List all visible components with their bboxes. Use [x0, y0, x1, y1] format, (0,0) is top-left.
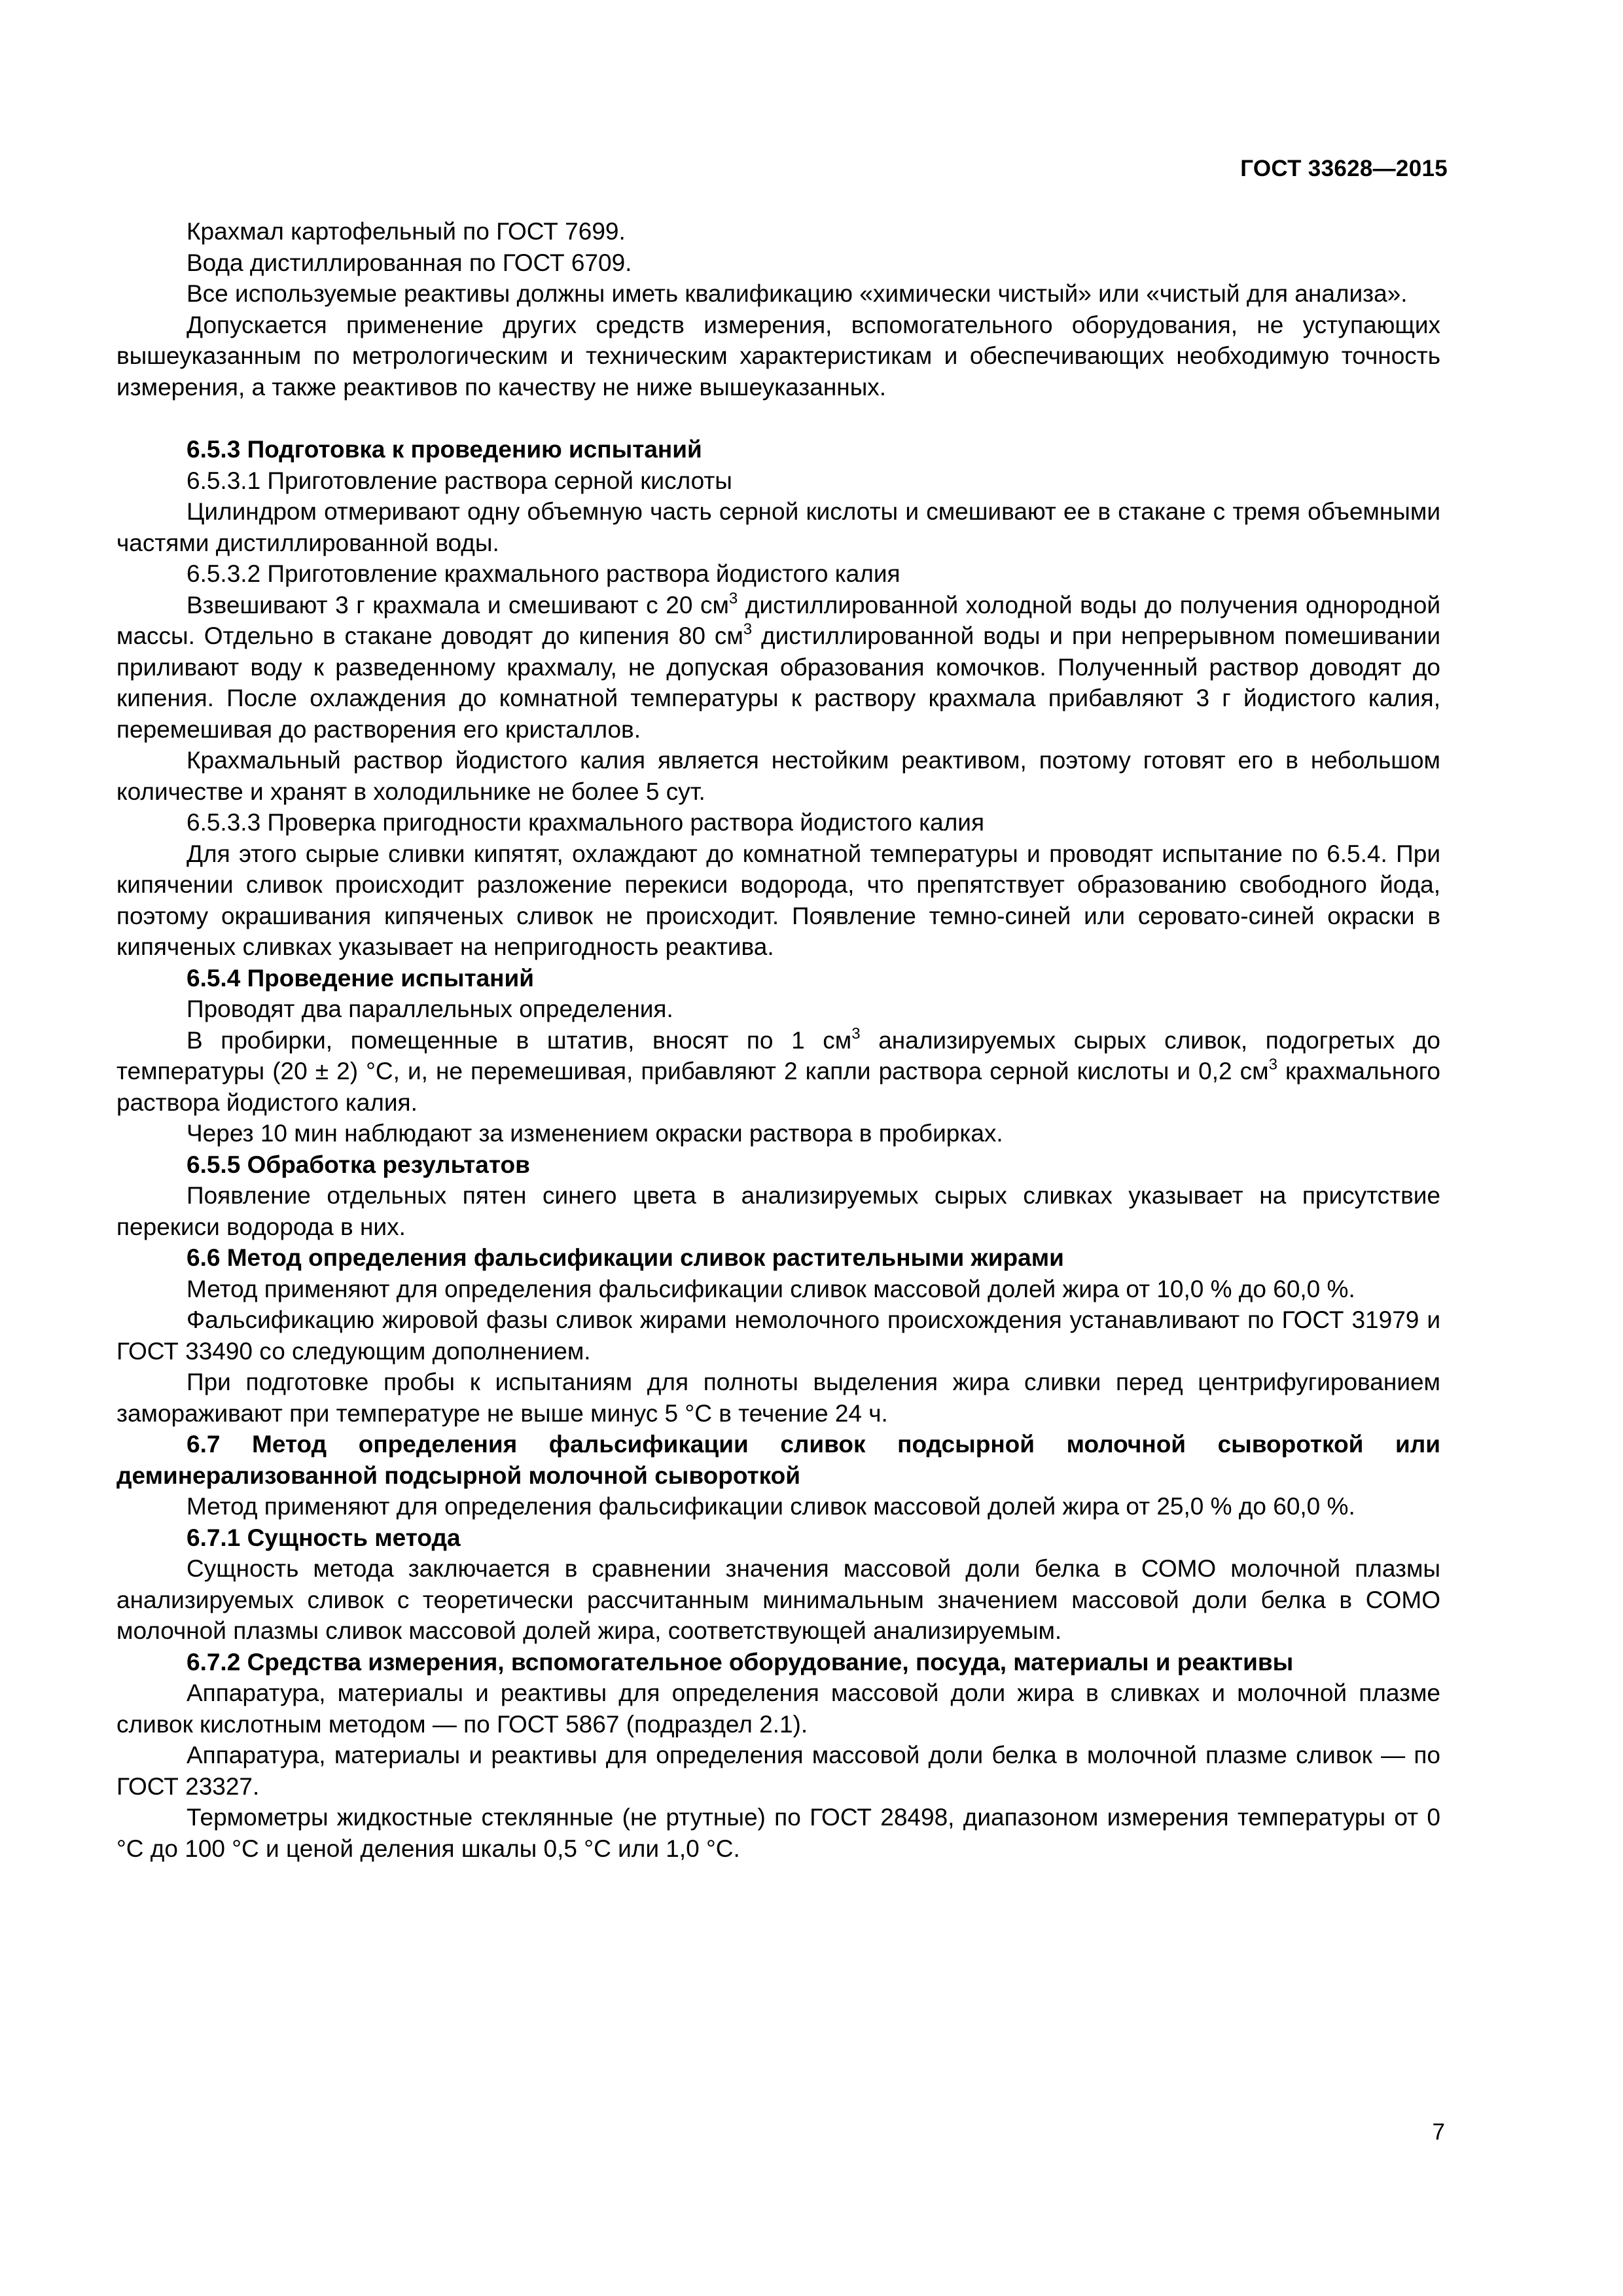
paragraph: Вода дистиллированная по ГОСТ 6709. [187, 249, 632, 276]
text-run: крахмального раствора йодистого калия. [116, 1058, 1440, 1116]
text-run: Взвешивают 3 г крахмала и смешивают с 20 см [187, 591, 729, 619]
paragraph: Проводят два параллельных определения. [187, 996, 673, 1022]
superscript: 3 [1268, 1056, 1277, 1073]
paragraph [116, 1025, 1440, 1119]
paragraph: Термометры жидкостные стеклянные (не ртутные) по ГОСТ 28498, диапазоном измерения температуры от 0 °С до 100 °С и ценой деления шкалы 0,5 °С или 1,0 °С. [116, 1804, 1440, 1862]
section-heading: 6.5.4 Проведение испытаний [187, 964, 535, 992]
subsection-heading: 6.5.3.1 Приготовление раствора серной кислоты [187, 467, 732, 494]
paragraph: Крахмальный раствор йодистого калия является нестойким реактивом, поэтому готовят его в небольшом количестве и хранят в холодильнике не более 5 сут. [116, 747, 1440, 805]
section-heading: 6.7.1 Сущность метода [187, 1524, 461, 1551]
paragraph [116, 590, 1440, 745]
superscript: 3 [728, 589, 738, 607]
text-run: анализируемых сырых сливок, подогретых до температуры (20 ± 2) °С, и, не перемешивая, прибавляют 2 капли раствора серной кислоты и 0,2 см [116, 1026, 1440, 1085]
page-number: 7 [1432, 2119, 1445, 2145]
text-run: В пробирки, помещенные в штатив, вносят по 1 см [187, 1026, 852, 1054]
section-heading: 6.5.5 Обработка результатов [187, 1151, 530, 1178]
section-heading: 6.7 Метод определения фальсификации сливок подсырной молочной сывороткой или деминерализованной подсырной молочной сывороткой [116, 1431, 1440, 1489]
paragraph: Аппаратура, материалы и реактивы для определения массовой доли белка в молочной плазме сливок — по ГОСТ 23327. [116, 1742, 1440, 1800]
paragraph: Появление отдельных пятен синего цвета в анализируемых сырых сливках указывает на присутствие перекиси водорода в них. [116, 1182, 1440, 1240]
text-run: дистиллированной воды и при непрерывном помешивании приливают воду к разведенному крахмалу, не допуская образования комочков. Полученный раствор доводят до кипения. После охлаждения до комнатной температуры к раствору крахмала прибавляют 3 г йодистого калия, перемешивая до растворения его кристаллов. [116, 622, 1440, 743]
paragraph: Сущность метода заключается в сравнении значения массовой доли белка в СОМО молочной плазмы анализируемых сливок с теоретически рассчитанным минимальным значением массовой доли белка в СОМО молочной плазмы сливок массовой долей жира, соответствующей анализируемым. [116, 1555, 1440, 1644]
paragraph: Через 10 мин наблюдают за изменением окраски раствора в пробирках. [187, 1120, 1003, 1147]
paragraph: Допускается применение других средств измерения, вспомогательного оборудования, не уступающих вышеуказанным по метрологическим и техническим характеристикам и обеспечивающих необходимую точность измерения, а также реактивов по качеству не ниже вышеуказанных. [116, 311, 1440, 401]
superscript: 3 [743, 620, 753, 638]
paragraph: Метод применяют для определения фальсификации сливок массовой долей жира от 25,0 % до 60,0 %. [187, 1493, 1355, 1520]
paragraph: Все используемые реактивы должны иметь квалификацию «химически чистый» или «чистый для анализа». [187, 280, 1408, 307]
section-heading: 6.7.2 Средства измерения, вспомогательное оборудование, посуда, материалы и реактивы [187, 1648, 1294, 1676]
document-body [116, 216, 1440, 1864]
subsection-heading: 6.5.3.2 Приготовление крахмального раствора йодистого калия [187, 560, 901, 587]
paragraph: Для этого сырые сливки кипятят, охлаждают до комнатной температуры и проводят испытание по 6.5.4. При кипячении сливок происходит разложение перекиси водорода, что препятствует образованию свободного йода, поэтому окрашивания кипяченых сливок не происходит. Появление темно-синей или серовато-синей окраски в кипяченых сливках указывает на непригодность реактива. [116, 840, 1440, 960]
paragraph: Фальсификацию жировой фазы сливок жирами немолочного происхождения устанавливают по ГОСТ 31979 и ГОСТ 33490 со следующим дополнением. [116, 1306, 1440, 1365]
text-run: дистиллированной холодной воды до получения однородной массы. Отдельно в стакане доводят до кипения 80 см [116, 591, 1440, 649]
section-heading: 6.6 Метод определения фальсификации сливок растительными жирами [187, 1244, 1064, 1271]
paragraph: При подготовке пробы к испытаниям для полноты выделения жира сливки перед центрифугированием замораживают при температуре не выше минус 5 °С в течение 24 ч. [116, 1369, 1440, 1427]
paragraph: Крахмал картофельный по ГОСТ 7699. [187, 218, 626, 245]
document-header: ГОСТ 33628—2015 [1240, 156, 1448, 181]
superscript: 3 [851, 1024, 861, 1043]
paragraph: Аппаратура, материалы и реактивы для определения массовой доли жира в сливках и молочной плазме сливок кислотным методом — по ГОСТ 5867 (подраздел 2.1). [116, 1679, 1440, 1738]
paragraph: Цилиндром отмеривают одну объемную часть серной кислоты и смешивают ее в стакане с тремя объемными частями дистиллированной воды. [116, 498, 1440, 556]
section-heading: 6.5.3 Подготовка к проведению испытаний [187, 436, 702, 463]
paragraph: Метод применяют для определения фальсификации сливок массовой долей жира от 10,0 % до 60,0 %. [187, 1275, 1355, 1302]
subsection-heading: 6.5.3.3 Проверка пригодности крахмального раствора йодистого калия [187, 809, 984, 836]
